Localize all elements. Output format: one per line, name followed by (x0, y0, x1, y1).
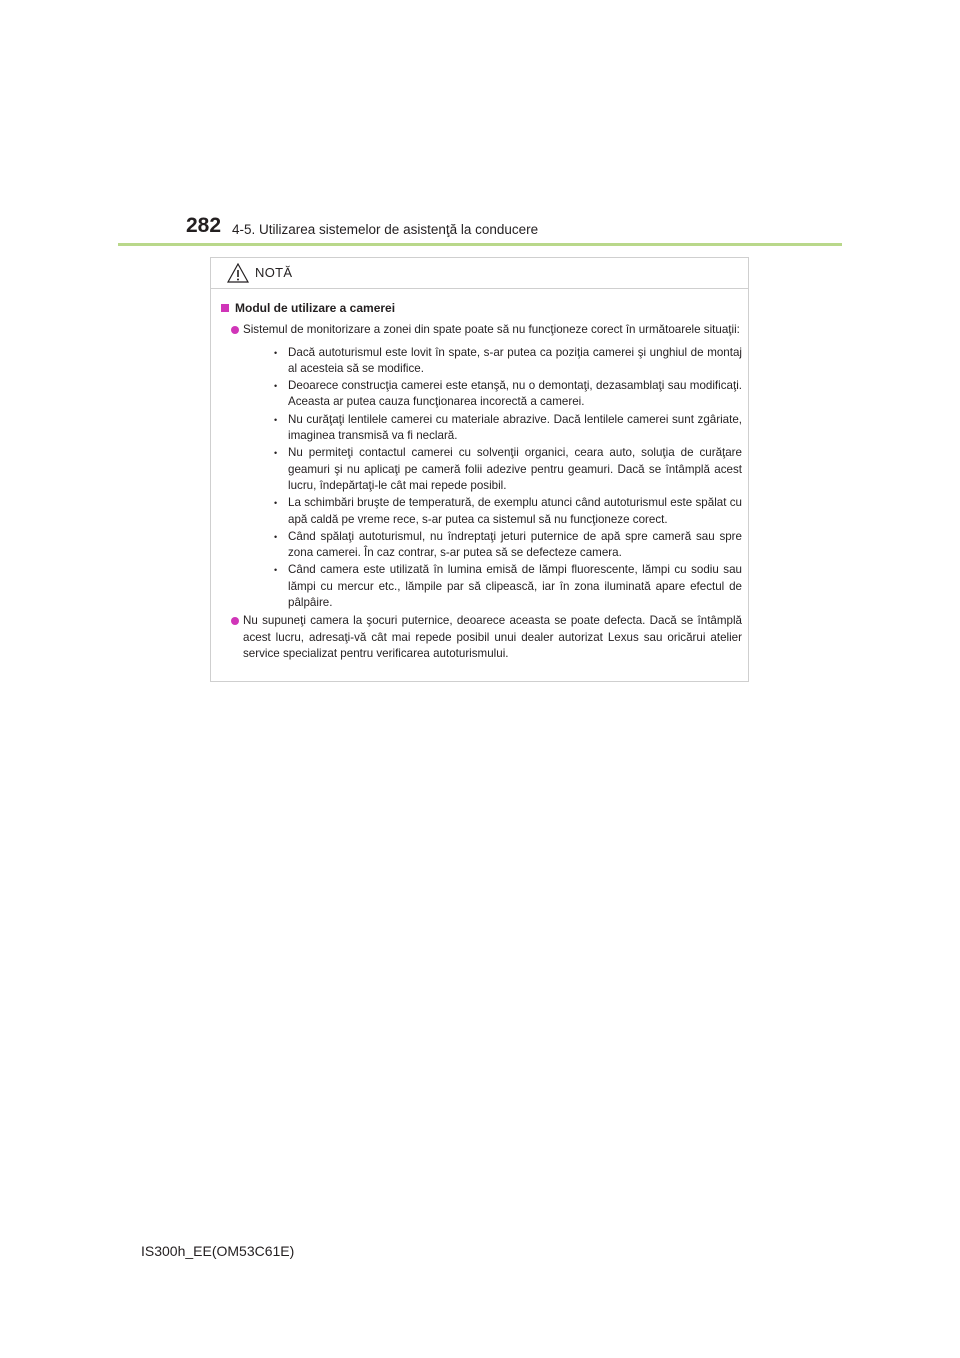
round-bullet-icon (231, 617, 239, 625)
notice-point-2 (221, 613, 742, 662)
section-title: 4-5. Utilizarea sistemelor de asistenţă la conducere (232, 222, 539, 237)
intro-text: Sistemul de monitorizare a zonei din spate poate să nu funcţioneze corect în următoarele situaţii: (243, 323, 740, 337)
notice-point-1 (221, 322, 742, 611)
subheading-text: Modul de utilizare a camerei (235, 301, 396, 315)
list-item: • Când camera este utilizată în lumina emisă de lămpi fluorescente, lămpi cu sodiu sau lămpi cu mercur etc., lămpile par să clipească, iar în zona iluminată apare efectul de pâlpâire. (273, 562, 742, 611)
page-number: 282 (186, 214, 222, 237)
notice-header (211, 258, 748, 289)
footer-model-code: IS300h_EE(OM53C61E) (141, 1243, 295, 1259)
notice-subheading (221, 300, 742, 316)
warning-triangle-icon (227, 263, 249, 283)
list-item: • Deoarece construcţia camerei este etanşă, nu o demontaţi, dezasamblaţi sau modificaţi. Aceasta ar putea cauza funcţionarea incorectă a camerei. (273, 378, 742, 411)
header-rule (118, 243, 842, 246)
second-point-text: Nu supuneţi camera la şocuri puternice, deoarece aceasta se poate defecta. Dacă se întâmplă acest lucru, adresaţi-vă cât mai repede posibil unui dealer autorizat Lexus sau oricărui atelier service specializat pentru verificarea autoturismului. (243, 614, 742, 660)
notice-body (211, 289, 748, 662)
list-item: • Când spălaţi autoturismul, nu îndreptaţi jeturi puternice de apă spre cameră sau spre zona camerei. În caz contrar, s-ar putea să se defecteze camera. (273, 529, 742, 562)
list-item: • Dacă autoturismul este lovit în spate, s-ar putea ca poziţia camerei şi unghiul de montaj al acesteia să se modifice. (273, 345, 742, 378)
situation-list (243, 345, 742, 612)
list-item: • La schimbări bruşte de temperatură, de exemplu atunci când autoturismul este spălat cu apă caldă pe vreme rece, s-ar putea ca sistemul să nu funcţioneze corect. (273, 495, 742, 528)
list-item: • Nu permiteţi contactul camerei cu solvenţii organici, ceara auto, soluţia de curăţare geamuri şi nu aplicaţi pe cameră folii adezive pentru geamuri. Dacă se întâmplă acest lucru, îndepărtaţi-le cât mai repede posibil. (273, 445, 742, 494)
notice-label: NOTĂ (255, 265, 293, 280)
round-bullet-icon (231, 326, 239, 334)
list-item: • Nu curăţaţi lentilele camerei cu materiale abrazive. Dacă lentilele camerei sunt zgâriate, imaginea transmisă va fi neclară. (273, 412, 742, 445)
square-bullet-icon (221, 304, 229, 312)
notice-box (210, 257, 749, 682)
